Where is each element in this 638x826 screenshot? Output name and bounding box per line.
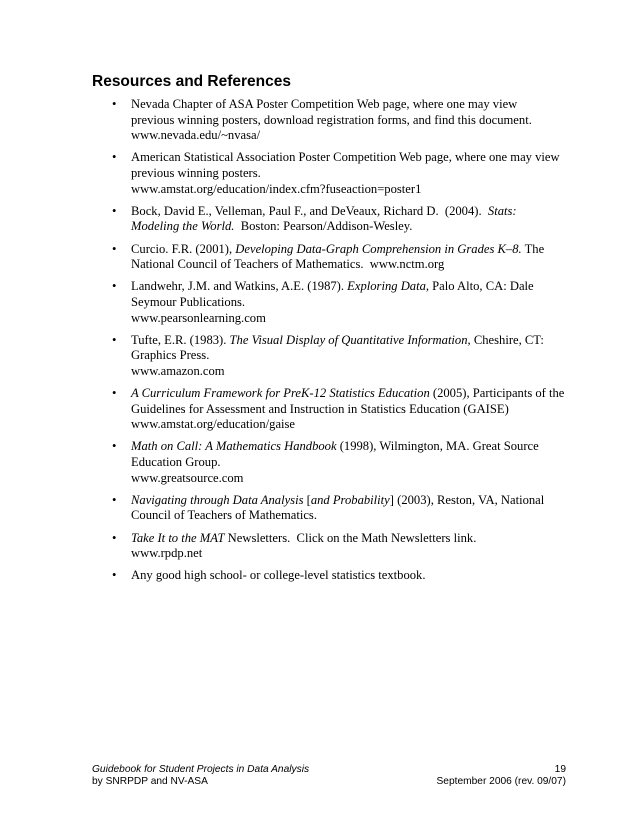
reference-text: Boston: Pearson/Addison-Wesley. [234, 219, 413, 234]
reference-line [131, 204, 572, 220]
reference-text: Tufte, E.R. (1983). [131, 332, 230, 347]
reference-title-text: Take It to the MAT [131, 530, 225, 545]
bullet-marker: • [112, 203, 117, 218]
reference-line [131, 455, 572, 471]
reference-item [0, 97, 638, 144]
reference-line [131, 166, 572, 182]
reference-title-text: A Curriculum Framework for PreK-12 Statistics Education [131, 386, 430, 401]
reference-title-text: Math on Call: A Mathematics Handbook [131, 439, 337, 454]
reference-line [131, 311, 572, 327]
reference-line [131, 493, 572, 509]
reference-item [0, 531, 638, 562]
reference-text: Seymour Publications. [131, 294, 246, 309]
section-heading: Resources and References [92, 73, 292, 90]
reference-text: ] (2003), Reston, VA, National [389, 492, 545, 507]
reference-text: www.rpdp.net [131, 546, 203, 561]
reference-text: Graphics Press. [131, 348, 210, 363]
reference-title-text: Modeling the World. [131, 219, 235, 234]
reference-line [131, 348, 572, 364]
bullet-marker: • [112, 332, 117, 347]
reference-text: American Statistical Association Poster Competition Web page, where one may view [131, 150, 560, 165]
reference-line [131, 568, 572, 584]
bullet-marker: • [112, 150, 117, 165]
reference-text: Cheshire, CT: [470, 332, 544, 347]
reference-text: [ [303, 492, 311, 507]
reference-text: www.greatsource.com [131, 470, 244, 485]
reference-line [131, 364, 572, 380]
reference-text: Newsletters. Click on the Math Newsletters link. [224, 530, 477, 545]
reference-item [0, 204, 638, 235]
reference-text: Landwehr, J.M. and Watkins, A.E. (1987). [131, 279, 348, 294]
reference-text: Curcio. F.R. (2001), [131, 241, 236, 256]
reference-line [131, 386, 572, 402]
reference-line [131, 182, 572, 198]
footer-authors: by SNRPDP and NV-ASA [92, 776, 208, 787]
bullet-marker: • [112, 439, 117, 454]
reference-title-text: The Visual Display of Quantitative Information, [229, 332, 471, 347]
reference-text: (1998), Wilmington, MA. Great Source [336, 439, 539, 454]
reference-text: Palo Alto, CA: Dale [429, 279, 534, 294]
reference-title-text: Exploring Data, [347, 279, 430, 294]
bullet-marker: • [112, 386, 117, 401]
footer-guide-title: Guidebook for Student Projects in Data Analysis [92, 764, 310, 775]
reference-line [131, 417, 572, 433]
reference-item [0, 386, 638, 433]
reference-line [131, 219, 572, 235]
reference-line [131, 531, 572, 547]
reference-item [0, 568, 638, 584]
reference-text: www.nevada.edu/~nvasa/ [131, 128, 261, 143]
bullet-marker: • [112, 530, 117, 545]
reference-item [0, 493, 638, 524]
reference-text: The [521, 241, 545, 256]
reference-text: Council of Teachers of Mathematics. [131, 508, 317, 523]
reference-line [131, 97, 572, 113]
reference-line [131, 242, 572, 258]
reference-item [0, 439, 638, 486]
reference-text: previous winning posters, download registration forms, and find this document. [131, 112, 532, 127]
reference-title-text: Developing Data-Graph Comprehension in Grades K–8. [235, 241, 522, 256]
reference-item [0, 279, 638, 326]
bullet-marker: • [112, 568, 117, 583]
reference-line [131, 113, 572, 129]
reference-text: National Council of Teachers of Mathematics. www.nctm.org [131, 257, 445, 272]
reference-text: Bock, David E., Velleman, Paul F., and DeVeaux, Richard D. (2004). [131, 203, 488, 218]
reference-text: Guidelines for Assessment and Instruction in Statistics Education (GAISE) [131, 401, 509, 416]
reference-text: Any good high school- or college-level statistics textbook. [131, 568, 426, 583]
reference-text: (2005), Participants of the [429, 386, 565, 401]
bullet-marker: • [112, 492, 117, 507]
reference-item [0, 242, 638, 273]
footer-date: September 2006 (rev. 09/07) [436, 776, 566, 787]
reference-line [131, 128, 572, 144]
reference-line [131, 257, 572, 273]
reference-text: previous winning posters. [131, 165, 261, 180]
reference-text: www.amstat.org/education/index.cfm?fuseaction=poster1 [131, 181, 422, 196]
reference-line [131, 508, 572, 524]
bullet-marker: • [112, 279, 117, 294]
reference-item [0, 150, 638, 197]
page-number: 19 [554, 764, 566, 775]
reference-title-text: and Probability [310, 492, 390, 507]
reference-item [0, 333, 638, 380]
reference-line [131, 439, 572, 455]
footer-line-1 [92, 764, 566, 776]
reference-line [131, 279, 572, 295]
references-list [0, 97, 638, 591]
reference-text: Education Group. [131, 455, 221, 470]
reference-line [131, 546, 572, 562]
reference-text: www.amstat.org/education/gaise [131, 417, 296, 432]
bullet-marker: • [112, 97, 117, 111]
reference-line [131, 295, 572, 311]
reference-line [131, 402, 572, 418]
reference-text: www.amazon.com [131, 363, 225, 378]
reference-line [131, 150, 572, 166]
footer-line-2 [92, 776, 566, 788]
reference-line [131, 471, 572, 487]
reference-text: www.pearsonlearning.com [131, 310, 266, 325]
reference-title-text: Navigating through Data Analysis [131, 492, 304, 507]
reference-text: Nevada Chapter of ASA Poster Competition Web page, where one may view [131, 97, 518, 111]
reference-line [131, 333, 572, 349]
bullet-marker: • [112, 241, 117, 256]
reference-title-text: Stats: [487, 203, 517, 218]
